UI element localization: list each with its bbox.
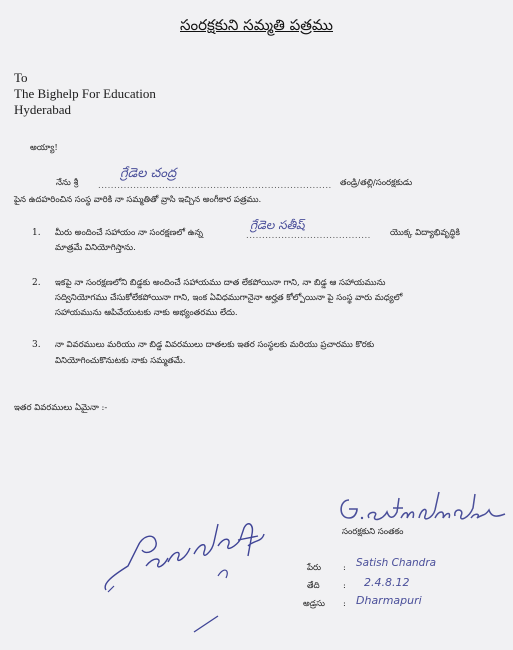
guardian-signature: [335, 488, 510, 530]
item-1-dots: .......................................: [246, 231, 371, 241]
address-org: The Bighelp For Education: [14, 86, 156, 101]
address-city: Hyderabad: [14, 102, 72, 117]
item-2-line3: సహాయమును ఆపివేయుటకు నాకు అభ్యంతరము లేదు.: [55, 308, 238, 318]
recipient-address: [14, 70, 156, 118]
handwritten-date: 2.4.8.12: [364, 576, 410, 589]
intro-line2: పైన ఉదహరించిన సంస్థ వారికి నా సమ్మతితో వ్రాసి ఇచ్చిన అంగీకార పత్రము.: [14, 195, 262, 205]
address-colon: :: [343, 599, 346, 609]
date-label: తేది: [307, 581, 320, 591]
item-2-line2: సద్వినియోగము చేసుకోలేకపోయినా గాని, ఇంక ఏవిధముగానైనా అర్హత కోల్పోయినా పై సంస్థ వారు మధ్యలో: [55, 293, 403, 303]
item-2-number: 2.: [32, 278, 41, 288]
name-colon: :: [343, 563, 346, 573]
witness-mark: [192, 612, 222, 634]
intro-prefix: నేను శ్రీ: [56, 178, 79, 188]
item-1-line1-prefix: మీరు అందించే సహాయం నా సంరక్షణలో ఉన్న: [55, 228, 203, 238]
handwritten-child-name: గ్రేడెల సతీష్: [250, 218, 305, 232]
address-to: To: [14, 70, 28, 85]
witness-signature: [98, 506, 278, 596]
date-colon: :: [343, 581, 346, 591]
item-2-line1: ఇకపై నా సంరక్షణలోని బిడ్డకు అందించే సహాయము దాత లేకపోయినా గాని, నా బిడ్డ ఆ సహాయమును: [55, 278, 386, 288]
guardian-signature-label: సంరక్షకుని సంతకం: [342, 527, 404, 537]
name-label: పేరు: [307, 563, 322, 573]
item-1-line1-suffix: యొక్క విద్యాభివృద్ధికి: [390, 228, 460, 238]
handwritten-address: Dharmapuri: [356, 594, 422, 607]
item-1-line2: మాత్రమే వినియోగిస్తాను.: [55, 243, 136, 253]
page-title: సంరక్షకుని సమ్మతి పత్రము: [180, 16, 333, 34]
address-label: అడ్రసు: [303, 599, 325, 609]
item-3-number: 3.: [32, 340, 41, 350]
item-1-number: 1.: [32, 228, 41, 238]
salutation: అయ్యా!: [30, 143, 58, 153]
item-3-line1: నా వివరములు మరియు నా బిడ్డ వివరములు దాతలకు ఇతర సంస్థలకు మరియు ప్రచారము కొరకు: [55, 340, 375, 350]
item-3-line2: వినియోగించుకొనుటకు నాకు సమ్మతమే.: [55, 356, 186, 366]
handwritten-guardian-name: Satish Chandra: [356, 557, 437, 569]
handwritten-father-name: గ్రేడెల చంద్ర: [120, 166, 177, 181]
intro-dots: .........................................................................: [98, 181, 332, 191]
other-details-label: ఇతర వివరములు ఏమైనా :-: [14, 403, 108, 413]
intro-suffix: తండ్రి/తల్లి/సంరక్షకుడు: [340, 178, 413, 188]
